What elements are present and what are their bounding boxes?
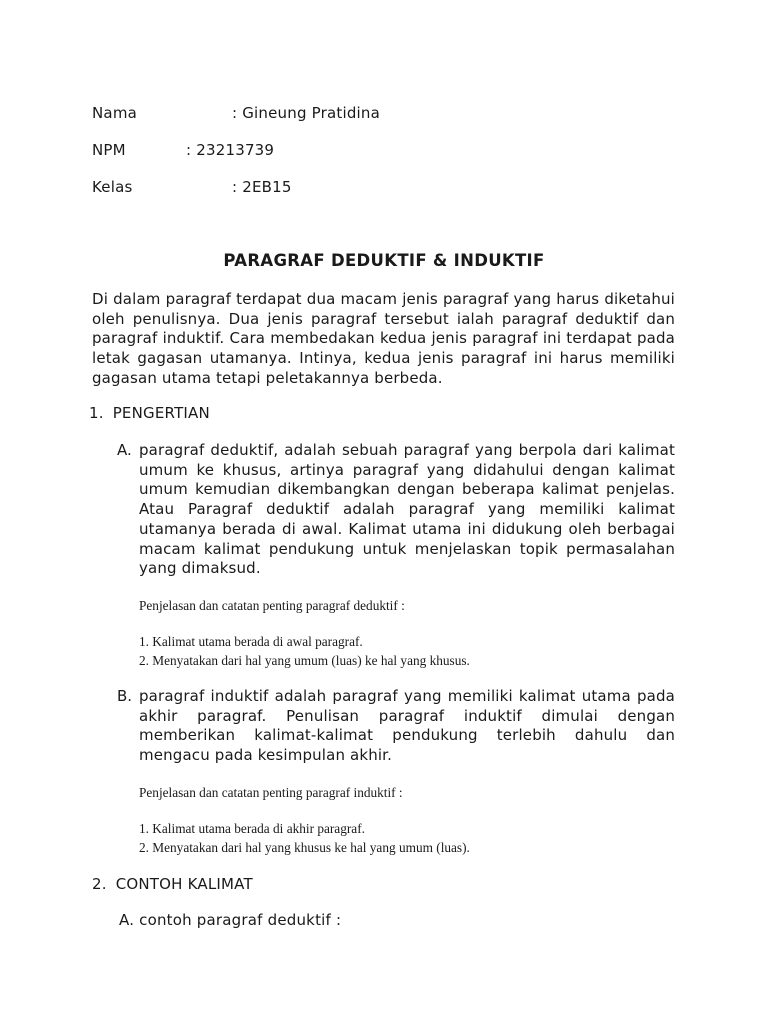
section-1-heading xyxy=(89,404,210,422)
kelas-value: : 2EB15 xyxy=(232,178,292,196)
section-1-number: 1. xyxy=(89,404,104,422)
item-b-note-title: Penjelasan dan catatan penting paragraf induktif : xyxy=(139,785,403,800)
nama-row xyxy=(92,104,492,124)
item-a-marker: A. xyxy=(117,441,132,459)
item-a-note-1: 1. Kalimat utama berada di awal paragraf. xyxy=(139,634,363,649)
section-1-title: PENGERTIAN xyxy=(112,404,210,422)
item-a-note-2: 2. Menyatakan dari hal yang umum (luas) ke hal yang khusus. xyxy=(139,653,470,668)
item-b-marker: B. xyxy=(117,687,133,705)
kelas-label: Kelas xyxy=(92,178,133,196)
npm-row xyxy=(92,141,492,161)
nama-label: Nama xyxy=(92,104,138,122)
item-a-text: paragraf deduktif, adalah sebuah paragraf yang berpola dari kalimat umum ke khusus, artinya paragraf yang didahului dengan kalimat umum kemudian dikembangkan dengan beberapa kalimat penjelas. Atau Paragraf deduktif adalah paragraf yang memiliki kalimat utamanya berada di awal. Kalimat utama ini didukung oleh berbagai macam kalimat pendukung untuk menjelaskan topik permasalahan yang dimaksud. xyxy=(139,441,675,578)
npm-label: NPM xyxy=(92,141,126,159)
npm-value: : 23213739 xyxy=(186,141,275,159)
page-title: PARAGRAF DEDUKTIF & INDUKTIF xyxy=(223,251,545,270)
kelas-row xyxy=(92,178,492,198)
section-2-number: 2. xyxy=(92,875,107,893)
intro-paragraph: Di dalam paragraf terdapat dua macam jenis paragraf yang harus diketahui oleh penulisnya. Dua jenis paragraf tersebut ialah paragraf deduktif dan paragraf induktif. Cara membedakan kedua jenis paragraf ini terdapat pada letak gagasan utamanya. Intinya, kedua jenis paragraf ini harus memiliki gagasan utama tetapi peletakannya berbeda. xyxy=(92,290,675,387)
item-b-note-2: 2. Menyatakan dari hal yang khusus ke hal yang umum (luas). xyxy=(139,840,470,855)
nama-value: : Gineung Pratidina xyxy=(232,104,381,122)
item-b-text: paragraf induktif adalah paragraf yang memiliki kalimat utama pada akhir paragraf. Penulisan paragraf induktif dimulai dengan memberikan kalimat-kalimat pendukung terlebih dahulu dan mengacu pada kesimpulan akhir. xyxy=(139,687,675,765)
section-2-title: CONTOH KALIMAT xyxy=(115,875,253,893)
item-b-note-1: 1. Kalimat utama berada di akhir paragraf. xyxy=(139,821,365,836)
section-2-item-a: A. contoh paragraf deduktif : xyxy=(119,911,342,929)
item-a-note-title: Penjelasan dan catatan penting paragraf deduktif : xyxy=(139,598,405,613)
section-2-heading xyxy=(92,875,253,893)
